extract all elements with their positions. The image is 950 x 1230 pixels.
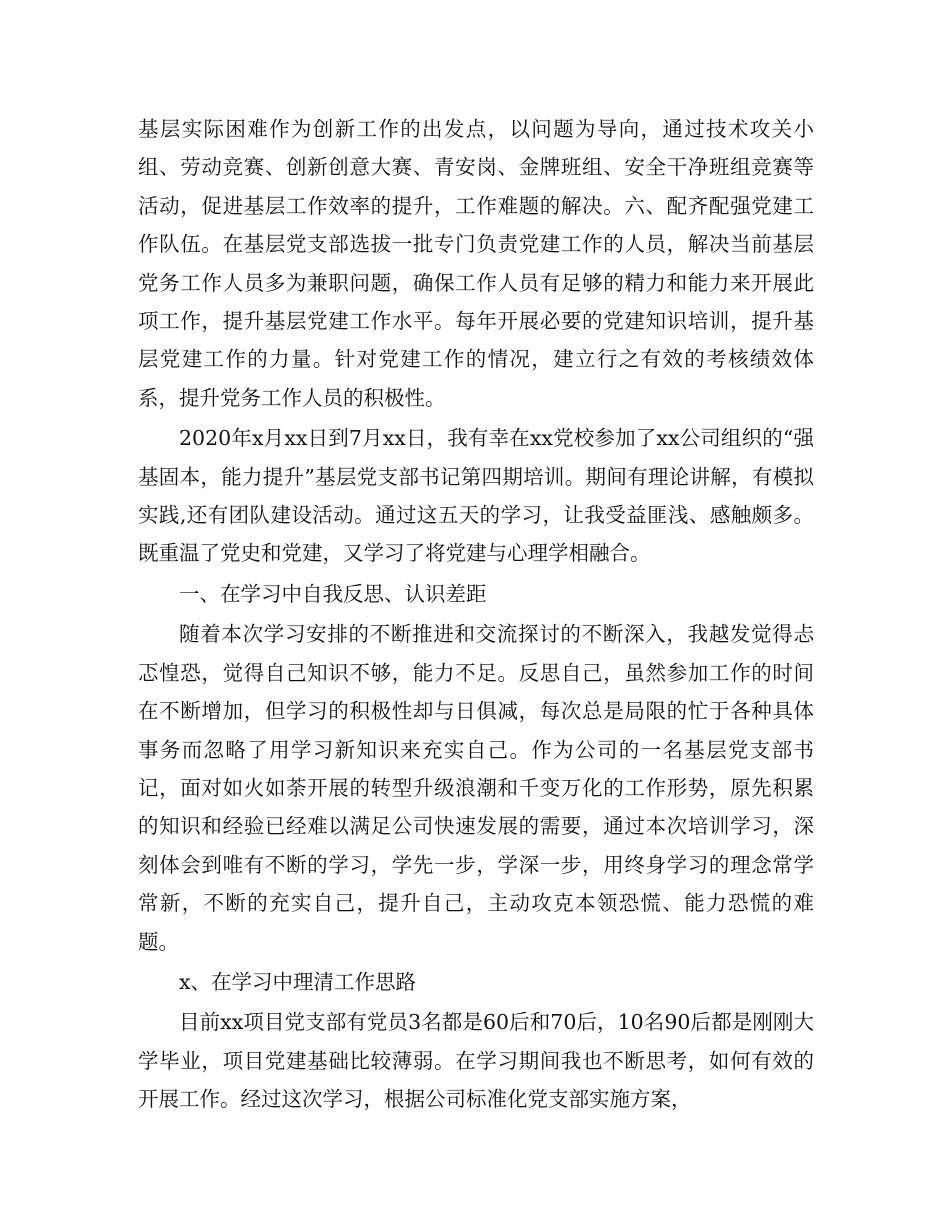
paragraph-1: 基层实际困难作为创新工作的出发点，以问题为导向，通过技术攻关小组、劳动竞赛、创新创意大赛、青安岗、金牌班组、安全干净班组竞赛等活动，促进基层工作效率的提升，工作难题的解决。六、配齐配强党建工作队伍。在基层党支部选拔一批专门负责党建工作的人员，解决当前基层党务工作人员多为兼职问题，确保工作人员有足够的精力和能力来开展此项工作，提升基层党建工作水平。每年开展必要的党建知识培训，提升基层党建工作的力量。针对党建工作的情况，建立行之有效的考核绩效体系，提升党务工作人员的积极性。 bbox=[138, 117, 814, 410]
paragraph-2: 2020年x月xx日到7月xx日，我有幸在xx党校参加了xx公司组织的“强基固本，能力提升”基层党支部书记第四期培训。期间有理论讲解，有模拟实践,还有团队建设活动。通过这五天的学习，让我受益匪浅、感触颇多。既重温了党史和党建，又学习了将党建与心理学相融合。 bbox=[138, 426, 814, 566]
section-heading-1: 一、在学习中自我反思、认识差距 bbox=[179, 581, 487, 606]
paragraph-4: 目前xx项目党支部有党员3名都是60后和70后，10名90后都是刚刚大学毕业，项目党建基础比较薄弱。在学习期间我也不断思考，如何有效的开展工作。经过这次学习，根据公司标准化党支部实施方案， bbox=[138, 1010, 814, 1112]
paragraph-3: 随着本次学习安排的不断推进和交流探讨的不断深入，我越发觉得忐忑惶恐，觉得自己知识不够，能力不足。反思自己，虽然参加工作的时间在不断增加，但学习的积极性却与日俱减，每次总是局限的忙于各种具体事务而忽略了用学习新知识来充实自己。作为公司的一名基层党支部书记，面对如火如荼开展的转型升级浪潮和千变万化的工作形势，原先积累的知识和经验已经难以满足公司快速发展的需要，通过本次培训学习，深刻体会到唯有不断的学习，学先一步，学深一步，用终身学习的理念常学常新，不断的充实自己，提升自己，主动攻克本领恐慌、能力恐慌的难题。 bbox=[138, 622, 814, 954]
section-heading-2: x、在学习中理清工作思路 bbox=[179, 969, 417, 994]
document-body bbox=[138, 110, 814, 1119]
